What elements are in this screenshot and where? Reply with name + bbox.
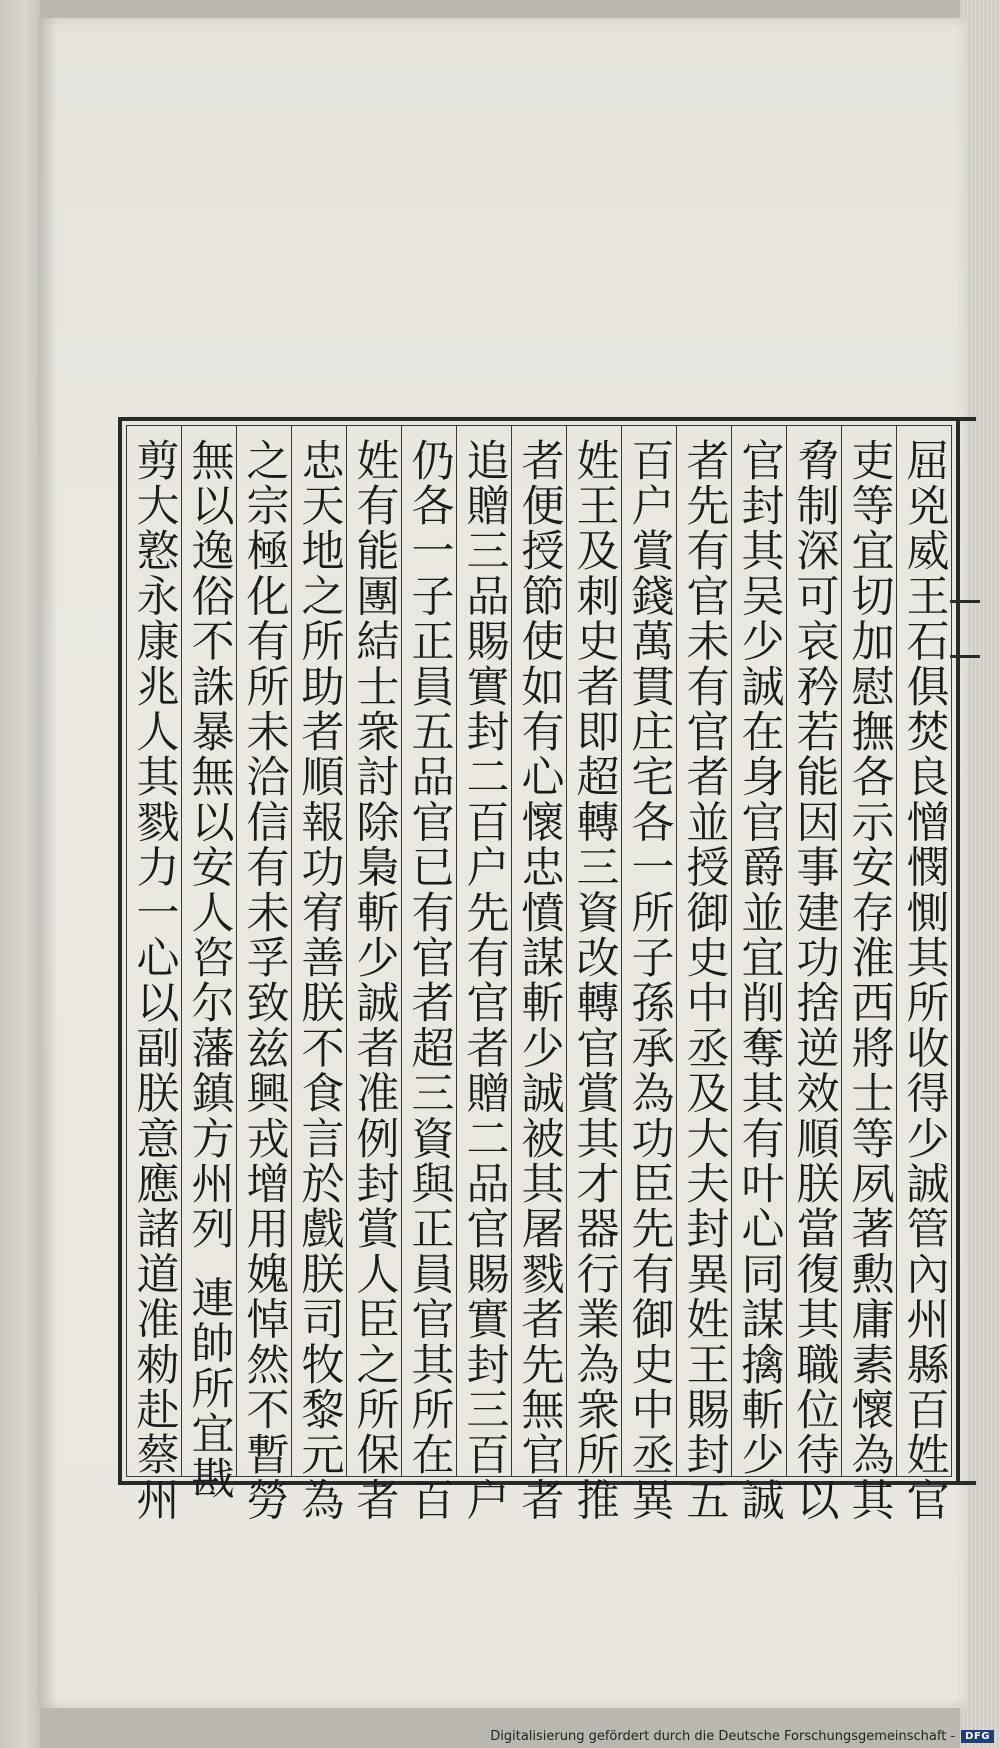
text-column-4 — [731, 426, 786, 1523]
text-column-1 — [896, 426, 951, 1523]
text-column-3 — [786, 426, 841, 1523]
text-frame-inner — [126, 425, 952, 1523]
text-column-12 — [291, 426, 346, 1523]
column-text: 無以逸俗不誅暴無以安人咨尔藩鎮方州列 — [184, 438, 235, 1252]
text-column-15 — [127, 426, 181, 1523]
digitization-footer — [490, 1729, 994, 1744]
column-text: 追贈三品賜實封二百户先有官者贈二品官賜實封三百户 — [459, 438, 510, 1523]
footer-credit: Digitalisierung gefördert durch die Deutsche Forschungsgemeinschaft - — [490, 1729, 956, 1744]
column-text: 屈兇威王石俱焚良憎憫惻其所收得少誠管內州縣百姓官 — [899, 438, 950, 1523]
text-column-8 — [511, 426, 566, 1523]
column-text-with-tail — [184, 438, 235, 1502]
column-text: 脅制深可哀矜若能因事建功捨逆效順朕當復其職位待以 — [789, 438, 840, 1523]
text-column-2 — [841, 426, 896, 1523]
page-fold-shadow — [38, 18, 58, 1708]
text-column-5 — [676, 426, 731, 1523]
column-text: 者便授節使如有心懷忠憤謀斬少誠被其屠戮者先無官者 — [514, 438, 565, 1523]
column-text: 忠天地之所助者順報功宥善朕不食言於戲朕司牧黎元為 — [294, 438, 345, 1523]
text-column-14 — [181, 426, 236, 1502]
text-column-7 — [566, 426, 621, 1523]
column-text: 之宗極化有所未洽信有未孚致兹興戎增用媿悼然不暫勞 — [239, 438, 290, 1523]
column-tail-text: 連帥所宜戡 — [184, 1275, 235, 1502]
text-columns — [127, 426, 951, 1523]
text-column-13 — [236, 426, 291, 1523]
text-column-9 — [456, 426, 511, 1523]
column-text: 姓有能團結士衆討除梟斬少誠者准例封賞人臣之所保者 — [349, 438, 400, 1523]
dfg-logo: DFG — [961, 1730, 994, 1743]
text-column-11 — [346, 426, 401, 1523]
column-text: 剪大憝永康兆人其戮力一心以副朕意應諸道准勑赴蔡州 — [129, 438, 180, 1523]
column-text: 者先有官未有官者並授御史中丞及大夫封異姓王賜封五 — [679, 438, 730, 1523]
column-text: 吏等宜切加慰撫各示安存淮西將士等夙著勲庸素懷為其 — [844, 438, 895, 1523]
text-frame — [118, 417, 960, 1523]
text-column-10 — [401, 426, 456, 1523]
column-text: 姓王及刺史者即超轉三資改轉官賞其才器行業為衆所推 — [569, 438, 620, 1523]
scan-left-edge — [0, 0, 40, 1748]
column-text: 百户賞錢萬貫庄宅各一所子孫承為功臣先有御史中丞異 — [624, 438, 675, 1523]
text-column-6 — [621, 426, 676, 1523]
column-text: 官封其吴少誠在身官爵並宜削奪其有叶心同謀擒斬少誠 — [734, 438, 785, 1523]
column-text: 仍各一子正員五品官已有官者超三資與正員官其所在百 — [404, 438, 455, 1523]
